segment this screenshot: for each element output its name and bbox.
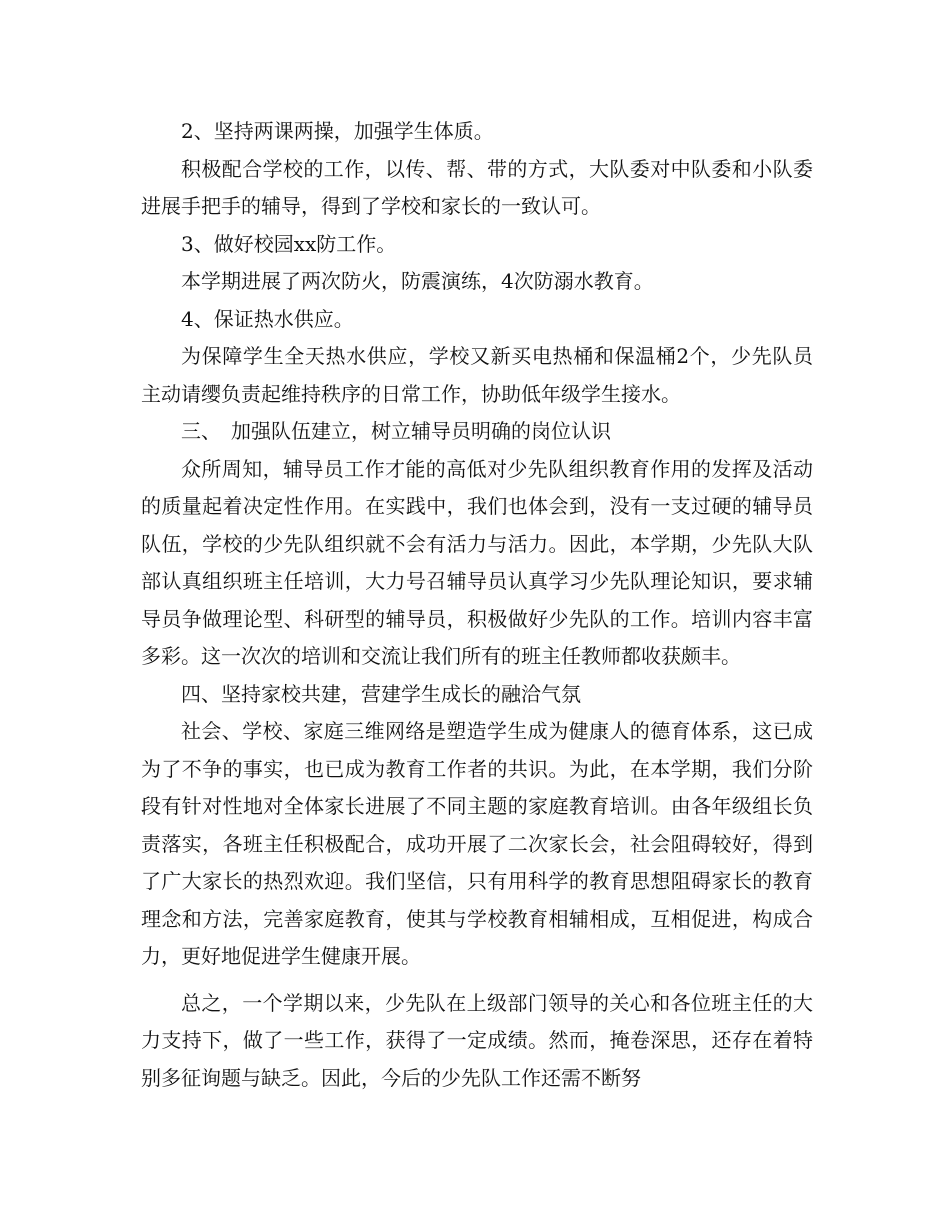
paragraph-body: 积极配合学校的工作，以传、帮、带的方式，大队委对中队委和小队委进展手把手的辅导，得到了学校和家长的一致认可。 [141,156,813,218]
document-body [141,113,813,1097]
section-heading-four: 四、坚持家校共建，营建学生成长的融洽气氛 [181,681,581,706]
paragraph-body: 众所周知，辅导员工作才能的高低对少先队组织教育作用的发挥及活动的质量起着决定性作用。在实践中，我们也体会到，没有一支过硬的辅导员队伍，学校的少先队组织就不会有活力与活力。因此，本学期，少先队大队部认真组织班主任培训，大力号召辅导员认真学习少先队理论知识，要求辅导员争做理论型、科研型的辅导员，积极做好少先队的工作。培训内容丰富多彩。这一次次的培训和交流让我们所有的班主任教师都收获颇丰。 [141,456,813,668]
paragraph-conclusion: 总之，一个学期以来，少先队在上级部门领导的关心和各位班主任的大力支持下，做了一些工作，获得了一定成绩。然而，掩卷深思，还存在着特别多征询题与缺乏。因此，今后的少先队工作还需不断努 [141,990,813,1090]
paragraph-body: 本学期进展了两次防火，防震演练，4次防溺水教育。 [181,269,654,293]
paragraph-body: 社会、学校、家庭三维网络是塑造学生成为健康人的德育体系，这已成为了不争的事实，也已成为教育工作者的共识。为此，在本学期，我们分阶段有针对性地对全体家长进展了不同主题的家庭教育培训。由各年级组长负责落实，各班主任积极配合，成功开展了二次家长会，社会阻碍较好，得到了广大家长的热烈欢迎。我们坚信，只有用科学的教育思想阻碍家长的教育理念和方法，完善家庭教育，使其与学校教育相辅相成，互相促进，构成合力，更好地促进学生健康开展。 [141,719,813,968]
paragraph-body: 为保障学生全天热水供应，学校又新买电热桶和保温桶2个，少先队员主动请缨负责起维持秩序的日常工作，协助低年级学生接水。 [141,344,813,406]
paragraph-heading-4: 4、保证热水供应。 [181,306,354,331]
paragraph-heading-2: 2、坚持两课两操，加强学生体质。 [181,119,494,143]
section-heading-three: 三、 加强队伍建立，树立辅导员明确的岗位认识 [181,419,611,443]
paragraph-heading-3: 3、做好校园xx防工作。 [181,231,397,256]
